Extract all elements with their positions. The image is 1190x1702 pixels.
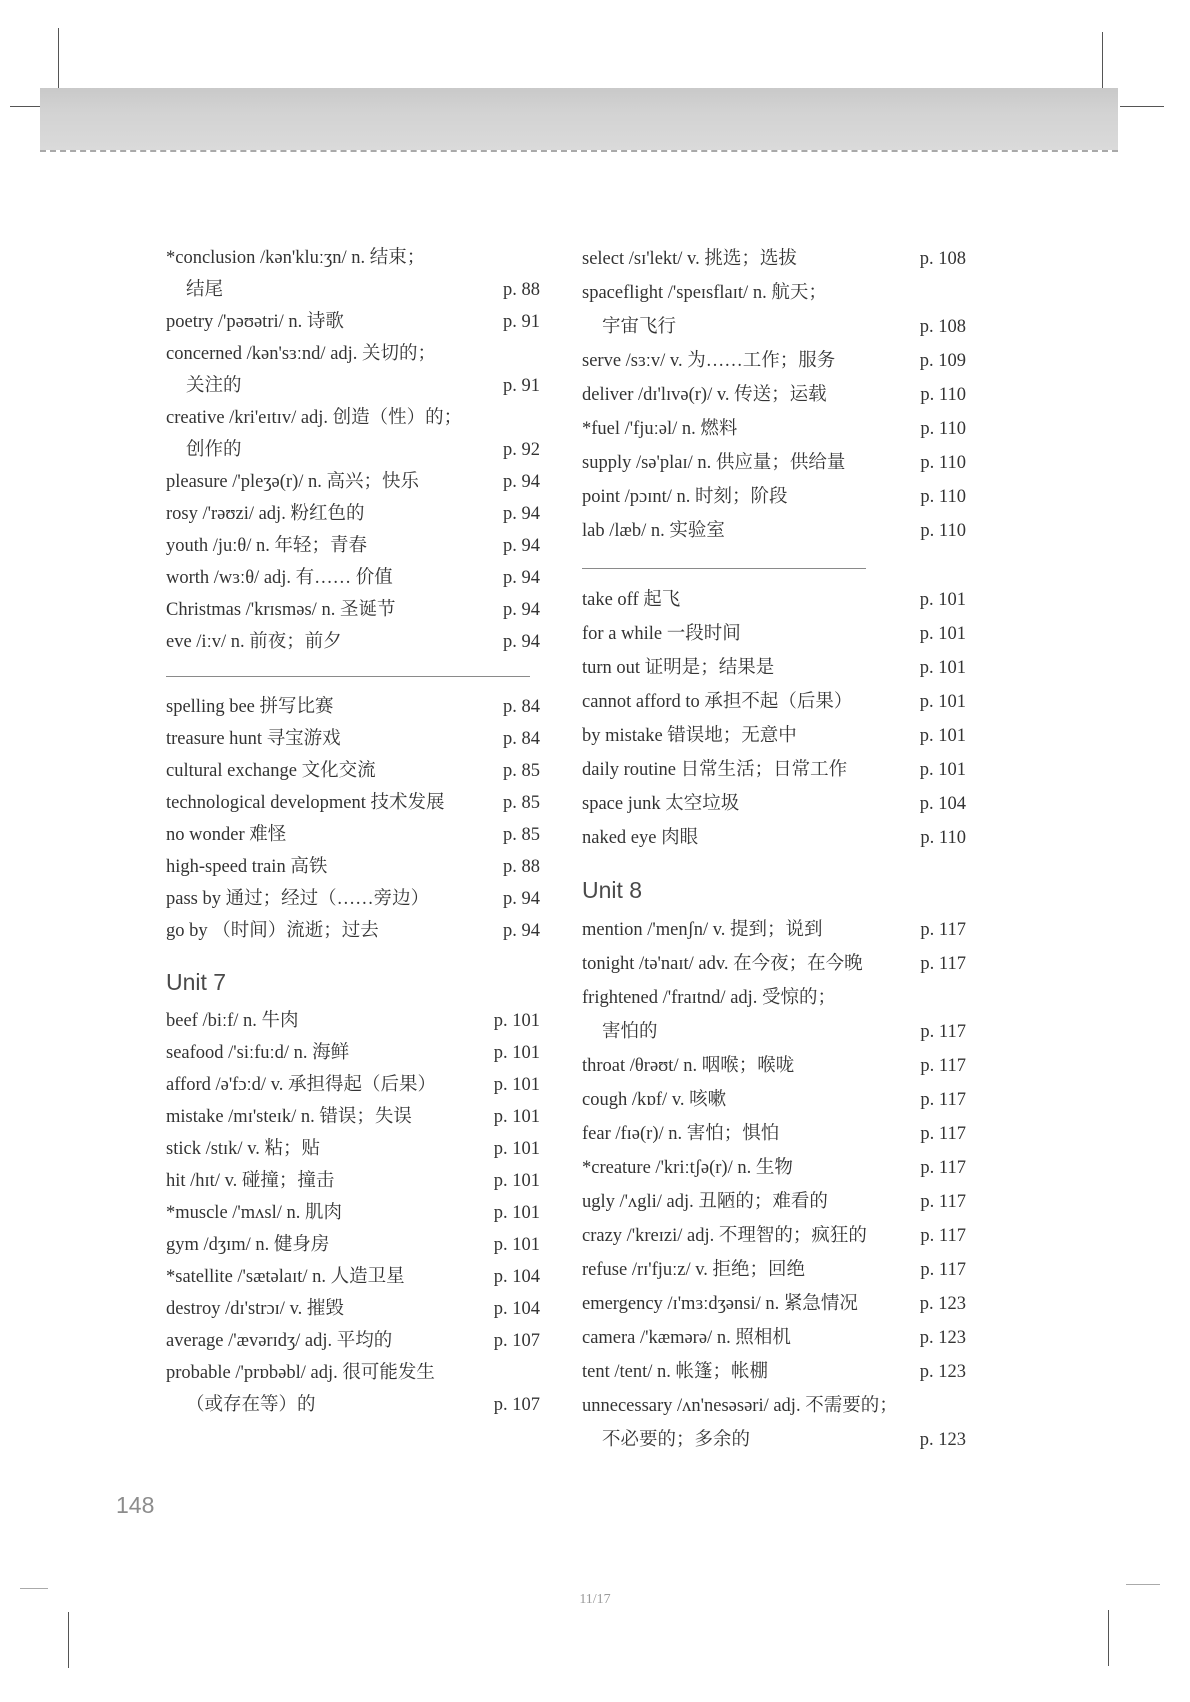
entry-text: point /pɔɪnt/ n. 时刻；阶段 — [582, 487, 788, 507]
vocab-entry — [166, 1133, 540, 1165]
unit-8-heading: Unit 8 — [582, 877, 643, 903]
entry-text: gym /dʒɪm/ n. 健身房 — [166, 1235, 330, 1255]
header-dashed-line — [40, 150, 1118, 152]
entry-text: technological development 技术发展 — [166, 793, 445, 813]
entry-text: Christmas /'krɪsməs/ n. 圣诞节 — [166, 600, 396, 620]
page-ref: p. 101 — [493, 1043, 540, 1063]
vocab-entry — [582, 446, 966, 480]
phrase-entry — [166, 755, 540, 787]
crop-mark — [1120, 106, 1164, 107]
entry-text: go by （时间）流逝；过去 — [166, 921, 379, 941]
vocab-group-right-1 — [582, 242, 966, 548]
entry-text: destroy /dɪ'strɔɪ/ v. 摧毁 — [166, 1299, 344, 1319]
vocab-entry — [582, 242, 966, 276]
page-ref: p. 92 — [503, 440, 540, 460]
entry-text: spaceflight /'speɪsflaɪt/ n. 航天； — [582, 283, 827, 303]
vocab-entry — [582, 1287, 966, 1321]
right-column — [582, 242, 966, 1457]
header-band — [40, 88, 1118, 150]
vocab-entry — [166, 1165, 540, 1197]
entry-text: concerned /kən'sɜːnd/ adj. 关切的； — [166, 344, 437, 364]
entry-text: no wonder 难怪 — [166, 825, 287, 845]
page-ref: p. 94 — [503, 632, 540, 652]
entry-continuation: 关注的 — [186, 376, 242, 396]
phrase-group-left — [166, 691, 540, 947]
page-ref: p. 110 — [920, 453, 966, 473]
entry-text: afford /ə'fɔːd/ v. 承担得起（后果） — [166, 1075, 436, 1095]
page-ref: p. 94 — [503, 536, 540, 556]
entry-text: refuse /rɪ'fjuːz/ v. 拒绝；回绝 — [582, 1260, 806, 1280]
left-column — [166, 242, 540, 1421]
page-ref: p. 107 — [493, 1395, 540, 1415]
entry-text: serve /sɜːv/ v. 为……工作；服务 — [582, 351, 836, 371]
vocab-entry — [166, 498, 540, 530]
entry-continuation: （或存在等）的 — [186, 1395, 316, 1415]
page-ref: p. 101 — [493, 1075, 540, 1095]
phrase-entry — [166, 915, 540, 947]
page-ref: p. 88 — [503, 280, 540, 300]
entry-text: beef /biːf/ n. 牛肉 — [166, 1011, 299, 1031]
entry-text: emergency /ɪ'mɜːdʒənsi/ n. 紧急情况 — [582, 1294, 858, 1314]
page-ref: p. 101 — [919, 760, 966, 780]
page-ref: p. 101 — [493, 1235, 540, 1255]
entry-text: mention /'menʃn/ v. 提到；说到 — [582, 920, 823, 940]
entry-text: pass by 通过；经过（……旁边） — [166, 889, 430, 909]
entry-text: tent /tent/ n. 帐篷；帐棚 — [582, 1362, 769, 1382]
entry-text: mistake /mɪ'steɪk/ n. 错误；失误 — [166, 1107, 412, 1127]
page-ref: p. 84 — [503, 729, 540, 749]
phrase-entry — [166, 819, 540, 851]
page-ref: p. 101 — [919, 726, 966, 746]
vocab-entry — [166, 402, 540, 466]
vocab-entry — [166, 466, 540, 498]
page-ref: p. 123 — [919, 1362, 966, 1382]
page-ref: p. 107 — [493, 1331, 540, 1351]
page-ref: p. 94 — [503, 921, 540, 941]
vocab-group-left-1 — [166, 242, 540, 658]
phrase-entry — [582, 651, 966, 685]
vocab-entry — [582, 1151, 966, 1185]
entry-text: take off 起飞 — [582, 590, 681, 610]
vocab-entry — [166, 306, 540, 338]
entry-text: *creature /'kriːtʃə(r)/ n. 生物 — [582, 1158, 793, 1178]
page-ref: p. 101 — [493, 1203, 540, 1223]
entry-text: *fuel /'fjuːəl/ n. 燃料 — [582, 419, 738, 439]
phrase-entry — [582, 719, 966, 753]
entry-text: daily routine 日常生活；日常工作 — [582, 760, 848, 780]
page-ref: p. 101 — [493, 1139, 540, 1159]
page-ref: p. 85 — [503, 761, 540, 781]
vocab-entry — [582, 981, 966, 1049]
phrase-entry — [166, 883, 540, 915]
vocab-entry — [582, 378, 966, 412]
phrase-entry — [582, 821, 966, 855]
page-ref: p. 110 — [920, 385, 966, 405]
phrase-entry — [582, 617, 966, 651]
entry-text: poetry /'pəʊətri/ n. 诗歌 — [166, 312, 344, 332]
entry-text: deliver /dɪ'lɪvə(r)/ v. 传送；运载 — [582, 385, 827, 405]
page-ref: p. 108 — [919, 249, 966, 269]
phrase-entry — [166, 787, 540, 819]
entry-text: rosy /'rəʊzi/ adj. 粉红色的 — [166, 504, 365, 524]
entry-continuation: 创作的 — [186, 440, 242, 460]
vocab-entry — [582, 1355, 966, 1389]
page-ref: p. 88 — [503, 857, 540, 877]
entry-text: hit /hɪt/ v. 碰撞；撞击 — [166, 1171, 335, 1191]
entry-text: cough /kɒf/ v. 咳嗽 — [582, 1090, 727, 1110]
entry-text: pleasure /'pleʒə(r)/ n. 高兴；快乐 — [166, 472, 420, 492]
entry-text: camera /'kæmərə/ n. 照相机 — [582, 1328, 791, 1348]
page-ref: p. 123 — [919, 1430, 966, 1450]
crop-mark — [1102, 32, 1103, 92]
entry-text: select /sɪ'lekt/ v. 挑选；选拔 — [582, 249, 797, 269]
vocab-entry — [582, 480, 966, 514]
vocab-entry — [582, 1049, 966, 1083]
entry-text: probable /'prɒbəbl/ adj. 很可能发生 — [166, 1363, 435, 1383]
crop-mark — [1126, 1584, 1160, 1585]
entry-text: average /'ævərɪdʒ/ adj. 平均的 — [166, 1331, 393, 1351]
vocab-entry — [582, 1185, 966, 1219]
vocab-entry — [166, 1197, 540, 1229]
page-ref: p. 110 — [920, 521, 966, 541]
page-ref: p. 85 — [503, 825, 540, 845]
entry-text: frightened /'fraɪtnd/ adj. 受惊的； — [582, 988, 837, 1008]
entry-text: creative /kri'eɪtɪv/ adj. 创造（性）的； — [166, 408, 463, 428]
entry-text: supply /sə'plaɪ/ n. 供应量；供给量 — [582, 453, 846, 473]
vocab-entry — [166, 626, 540, 658]
entry-text: treasure hunt 寻宝游戏 — [166, 729, 341, 749]
entry-text: cultural exchange 文化交流 — [166, 761, 376, 781]
vocab-entry — [166, 1261, 540, 1293]
page-ref: p. 117 — [920, 920, 966, 940]
entry-text: throat /θrəʊt/ n. 咽喉；喉咙 — [582, 1056, 795, 1076]
page-ref: p. 94 — [503, 472, 540, 492]
vocab-entry — [166, 594, 540, 626]
entry-text: ugly /'ʌgli/ adj. 丑陋的；难看的 — [582, 1192, 828, 1212]
phrase-entry — [166, 723, 540, 755]
page-ref: p. 85 — [503, 793, 540, 813]
page-ref: p. 84 — [503, 697, 540, 717]
entry-text: stick /stɪk/ v. 粘；贴 — [166, 1139, 320, 1159]
vocab-entry — [166, 530, 540, 562]
vocab-entry — [166, 1229, 540, 1261]
page-ref: p. 101 — [919, 692, 966, 712]
vocab-entry — [166, 562, 540, 594]
crop-mark — [1108, 1610, 1109, 1666]
vocab-entry — [166, 1357, 540, 1421]
entry-text: fear /fɪə(r)/ n. 害怕；惧怕 — [582, 1124, 780, 1144]
vocab-entry — [582, 412, 966, 446]
entry-continuation: 结尾 — [186, 280, 224, 300]
entry-text: high-speed train 高铁 — [166, 857, 328, 877]
entry-text: tonight /tə'naɪt/ adv. 在今夜；在今晚 — [582, 954, 863, 974]
page-number: 148 — [116, 1492, 155, 1518]
entry-text: youth /juːθ/ n. 年轻；青春 — [166, 536, 368, 556]
page-ref: p. 104 — [493, 1267, 540, 1287]
crop-mark — [58, 28, 59, 94]
entry-text: *satellite /'sætəlaɪt/ n. 人造卫星 — [166, 1267, 405, 1287]
vocab-entry — [582, 1253, 966, 1287]
entry-text: crazy /'kreɪzi/ adj. 不理智的；疯狂的 — [582, 1226, 867, 1246]
page-ref: p. 94 — [503, 600, 540, 620]
vocab-entry — [166, 1325, 540, 1357]
page-ref: p. 117 — [920, 1260, 966, 1280]
page-ref: p. 117 — [920, 1158, 966, 1178]
entry-continuation: 不必要的；多余的 — [602, 1430, 751, 1450]
entry-text: naked eye 肉眼 — [582, 828, 699, 848]
vocab-group-unit-7 — [166, 1005, 540, 1421]
entry-text: by mistake 错误地；无意中 — [582, 726, 797, 746]
entry-text: worth /wɜːθ/ adj. 有…… 价值 — [166, 568, 393, 588]
page-ref: p. 108 — [919, 317, 966, 337]
entry-text: cannot afford to 承担不起（后果） — [582, 692, 853, 712]
phrase-entry — [166, 691, 540, 723]
page-counter: 11/17 — [579, 1592, 611, 1607]
page-ref: p. 123 — [919, 1328, 966, 1348]
page-ref: p. 110 — [920, 419, 966, 439]
page-ref: p. 91 — [503, 376, 540, 396]
page-ref: p. 104 — [493, 1299, 540, 1319]
vocab-entry — [582, 1321, 966, 1355]
entry-text: for a while 一段时间 — [582, 624, 741, 644]
entry-text: *muscle /'mʌsl/ n. 肌肉 — [166, 1203, 342, 1223]
page-ref: p. 117 — [920, 1226, 966, 1246]
vocab-entry — [166, 1293, 540, 1325]
entry-text: spelling bee 拼写比赛 — [166, 697, 334, 717]
vocab-entry — [582, 514, 966, 548]
vocab-entry — [166, 242, 540, 306]
page-ref: p. 104 — [919, 794, 966, 814]
section-divider — [582, 568, 866, 569]
vocab-entry — [166, 338, 540, 402]
entry-text: unnecessary /ʌn'nesəsəri/ adj. 不需要的； — [582, 1396, 898, 1416]
vocab-entry — [166, 1037, 540, 1069]
entry-continuation: 害怕的 — [602, 1022, 658, 1042]
vocab-entry — [582, 1219, 966, 1253]
phrase-entry — [582, 583, 966, 617]
vocab-entry — [582, 1083, 966, 1117]
vocab-entry — [582, 913, 966, 947]
vocab-entry — [582, 1117, 966, 1151]
phrase-entry — [582, 753, 966, 787]
page-ref: p. 109 — [919, 351, 966, 371]
page-ref: p. 101 — [919, 658, 966, 678]
phrase-entry — [582, 787, 966, 821]
page-ref: p. 110 — [920, 487, 966, 507]
section-divider — [166, 676, 530, 677]
page-ref: p. 94 — [503, 504, 540, 524]
page-ref: p. 101 — [493, 1107, 540, 1127]
entry-continuation: 宇宙飞行 — [602, 317, 677, 337]
vocab-entry — [582, 947, 966, 981]
page-ref: p. 117 — [920, 1124, 966, 1144]
page-ref: p. 101 — [493, 1011, 540, 1031]
page-ref: p. 94 — [503, 568, 540, 588]
page-ref: p. 101 — [493, 1171, 540, 1191]
phrase-entry — [166, 851, 540, 883]
entry-text: seafood /'siːfuːd/ n. 海鲜 — [166, 1043, 350, 1063]
page-ref: p. 117 — [920, 1090, 966, 1110]
page-ref: p. 117 — [920, 954, 966, 974]
entry-text: *conclusion /kən'kluːʒn/ n. 结束； — [166, 248, 426, 268]
vocab-entry — [582, 1389, 966, 1457]
crop-mark — [68, 1612, 69, 1668]
vocab-entry — [582, 276, 966, 344]
vocab-entry — [166, 1069, 540, 1101]
vocab-entry — [166, 1101, 540, 1133]
page-ref: p. 91 — [503, 312, 540, 332]
page-ref: p. 101 — [919, 624, 966, 644]
page-ref: p. 110 — [920, 828, 966, 848]
phrase-group-right — [582, 583, 966, 855]
page-ref: p. 94 — [503, 889, 540, 909]
crop-mark — [20, 1588, 48, 1589]
page-ref: p. 123 — [919, 1294, 966, 1314]
page-ref: p. 101 — [919, 590, 966, 610]
page-ref: p. 117 — [920, 1022, 966, 1042]
entry-text: eve /iːv/ n. 前夜；前夕 — [166, 632, 342, 652]
page-ref: p. 117 — [920, 1056, 966, 1076]
entry-text: space junk 太空垃圾 — [582, 794, 740, 814]
unit-7-heading: Unit 7 — [166, 969, 227, 995]
vocab-group-unit-8 — [582, 913, 966, 1457]
entry-text: lab /læb/ n. 实验室 — [582, 521, 725, 541]
vocab-entry — [166, 1005, 540, 1037]
vocab-entry — [582, 344, 966, 378]
entry-text: turn out 证明是；结果是 — [582, 658, 775, 678]
page-ref: p. 117 — [920, 1192, 966, 1212]
phrase-entry — [582, 685, 966, 719]
